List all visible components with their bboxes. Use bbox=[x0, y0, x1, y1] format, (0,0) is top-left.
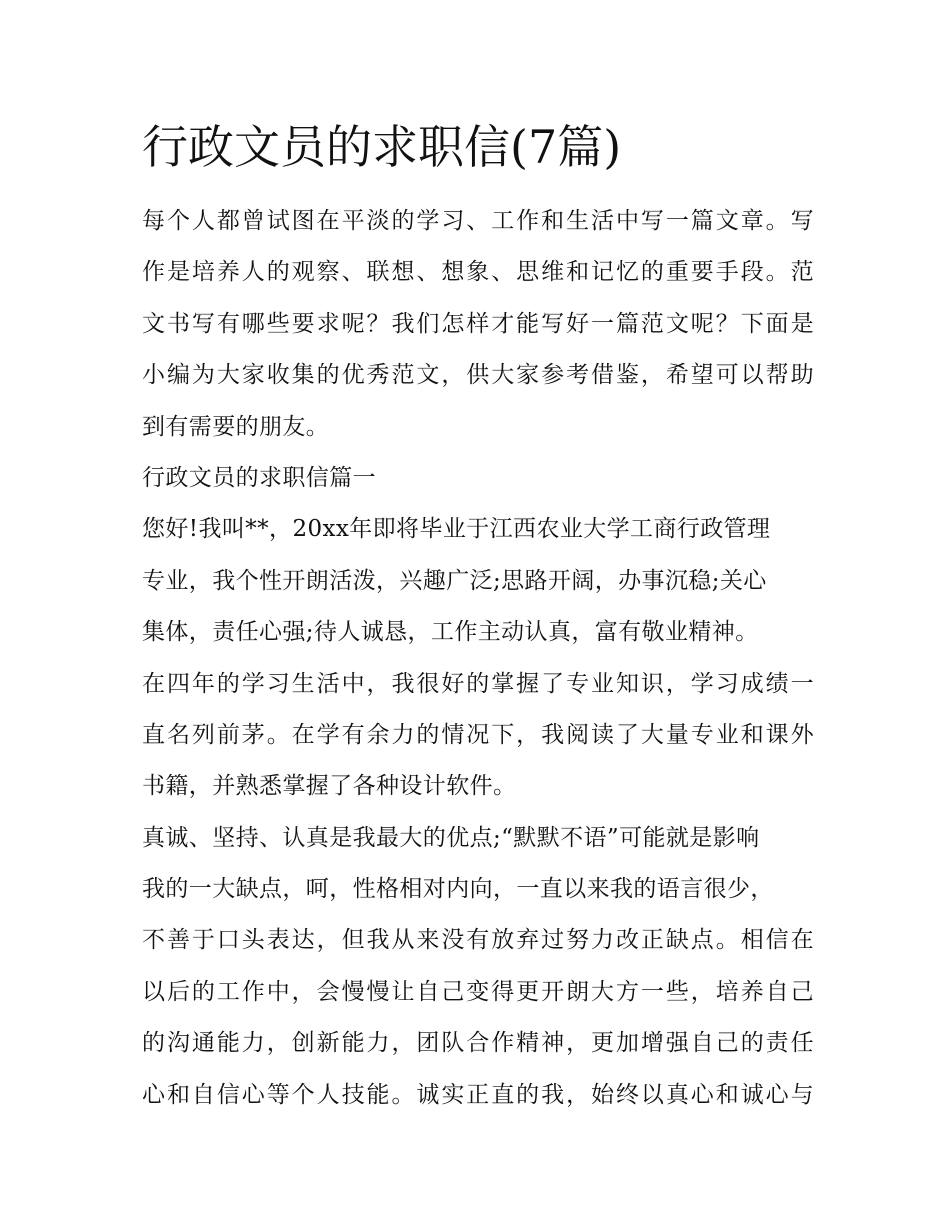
page-title: 行政文员的求职信(7篇) bbox=[142, 120, 622, 174]
text-line: 的沟通能力，创新能力，团队合作精神，更加增强自己的责任 bbox=[142, 1030, 814, 1057]
text-line: 书籍，并熟悉掌握了各种设计软件。 bbox=[142, 773, 517, 800]
text-line: 作是培养人的观察、联想、想象、思维和记忆的重要手段。范 bbox=[142, 259, 814, 286]
text-line: 集体，责任心强;待人诚恳，工作主动认真，富有敬业精神。 bbox=[142, 619, 759, 646]
text-line: 以后的工作中，会慢慢让自己变得更开朗大方一些，培养自己 bbox=[142, 978, 814, 1005]
text-line: 在四年的学习生活中，我很好的掌握了专业知识，学习成绩一 bbox=[142, 670, 814, 697]
text-line: 您好!我叫**，20xx年即将毕业于江西农业大学工商行政管理 bbox=[142, 516, 771, 543]
text-line: 直名列前茅。在学有余力的情况下，我阅读了大量专业和课外 bbox=[142, 721, 814, 748]
text-line: 专业，我个性开朗活泼，兴趣广泛;思路开阔，办事沉稳;关心 bbox=[142, 567, 767, 594]
document-page bbox=[142, 112, 814, 1121]
text-line: 到有需要的朋友。 bbox=[142, 413, 330, 440]
text-line: 文书写有哪些要求呢？我们怎样才能写好一篇范文呢？下面是 bbox=[142, 310, 814, 337]
text-line: 小编为大家收集的优秀范文，供大家参考借鉴，希望可以帮助 bbox=[142, 362, 814, 389]
text-line: 每个人都曾试图在平淡的学习、工作和生活中写一篇文章。写 bbox=[142, 208, 814, 234]
document-body bbox=[142, 196, 814, 1121]
text-line: 心和自信心等个人技能。诚实正直的我，始终以真心和诚心与 bbox=[142, 1081, 814, 1108]
text-line: 行政文员的求职信篇一 bbox=[142, 464, 376, 491]
text-line: 我的一大缺点，呵，性格相对内向，一直以来我的语言很少， bbox=[142, 876, 774, 903]
text-line: 真诚、坚持、认真是我最大的优点;“默默不语”可能就是影响 bbox=[142, 824, 760, 851]
text-line: 不善于口头表达，但我从来没有放弃过努力改正缺点。相信在 bbox=[142, 927, 814, 954]
